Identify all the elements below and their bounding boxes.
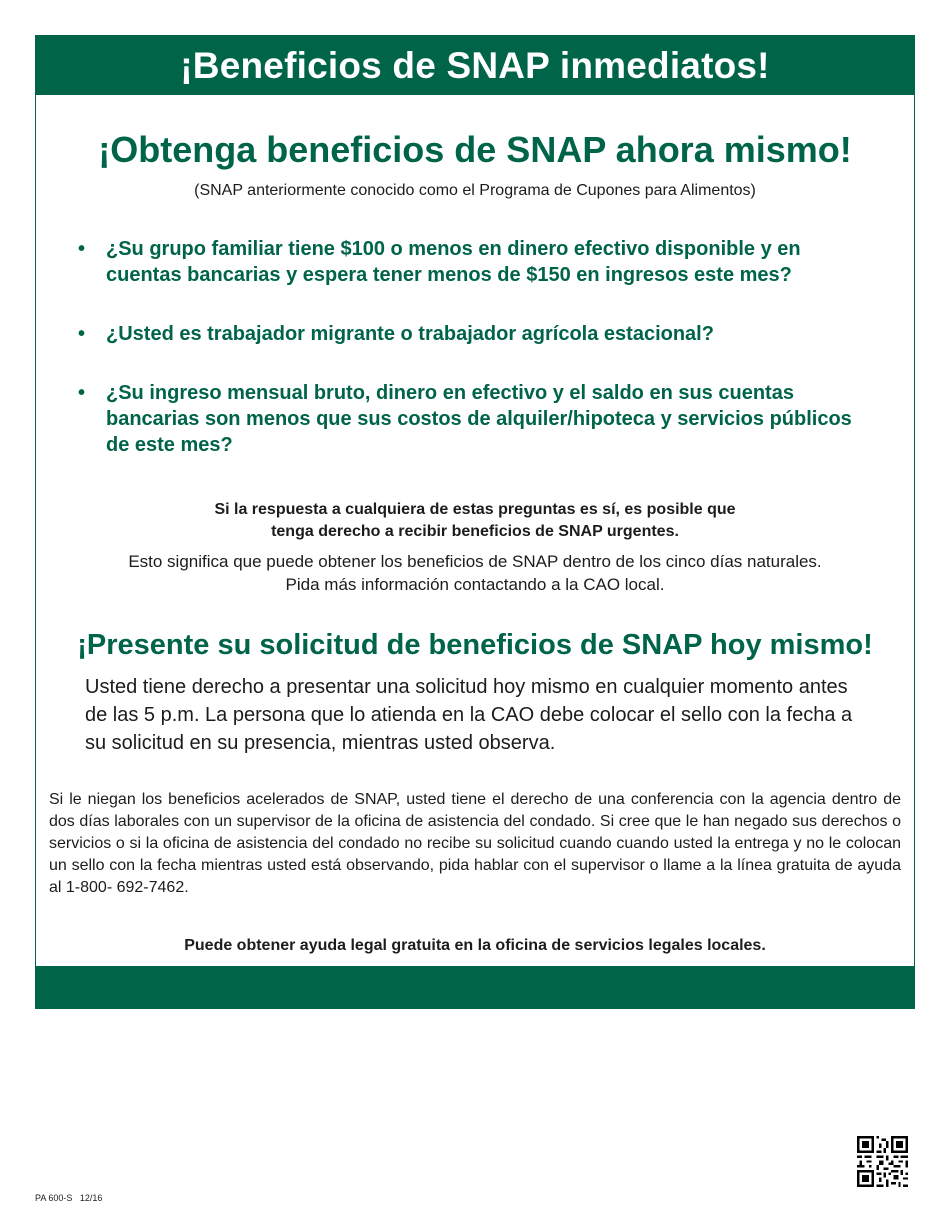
eligibility-note-line: tenga derecho a recibir beneficios de SNAP urgentes. bbox=[271, 523, 679, 540]
qr-code-icon bbox=[857, 1136, 908, 1187]
top-banner bbox=[36, 36, 914, 95]
eligibility-explanation-line: Pida más información contactando a la CAO local. bbox=[285, 575, 665, 594]
eligibility-note bbox=[36, 499, 914, 543]
question-item bbox=[78, 321, 868, 347]
question-text: ¿Usted es trabajador migrante o trabajador agrícola estacional? bbox=[106, 323, 714, 345]
poster bbox=[35, 35, 915, 1009]
apply-title: ¡Presente su solicitud de beneficios de SNAP hoy mismo! bbox=[77, 629, 873, 661]
question-item bbox=[78, 380, 868, 458]
questions-list bbox=[78, 236, 868, 458]
bottom-bar bbox=[36, 966, 914, 1008]
eligibility-explanation-line: Esto significa que puede obtener los beneficios de SNAP dentro de los cinco días naturales. bbox=[128, 552, 822, 571]
form-code: PA 600-S 12/16 bbox=[35, 1193, 103, 1203]
question-item bbox=[78, 236, 868, 288]
bullet-icon: • bbox=[78, 382, 86, 404]
eligibility-note-line: Si la respuesta a cualquiera de estas preguntas es sí, es posible que bbox=[214, 501, 736, 518]
legal-help-text: Puede obtener ayuda legal gratuita en la oficina de servicios legales locales. bbox=[184, 937, 766, 954]
banner-title: ¡Beneficios de SNAP inmediatos! bbox=[180, 45, 770, 86]
apply-text: Usted tiene derecho a presentar una solicitud hoy mismo en cualquier momento antes de las 5 p.m. La persona que lo atienda en la CAO debe colocar el sello con la fecha a su solicitud en su presencia, mientras usted observa. bbox=[85, 676, 853, 754]
eligibility-explanation bbox=[36, 550, 914, 596]
subtitle: (SNAP anteriormente conocido como el Programa de Cupones para Alimentos) bbox=[194, 182, 756, 199]
denial-rights-text: Si le niegan los beneficios acelerados de SNAP, usted tiene el derecho de una conferencia con la agencia dentro de dos días laborales con un supervisor de la oficina de asistencia del condado. Si cree que le han negado sus derechos o servicios o si la oficina de asistencia del condado no recibe su solicitud cuando cuando usted la entrega y no le colocan un sello con la fecha mientras usted está observando, pida hablar con el supervisor o llame a la línea gratuita de ayuda al 1-800- 692-7462. bbox=[49, 791, 901, 896]
bullet-icon: • bbox=[78, 323, 86, 345]
question-text: ¿Su grupo familiar tiene $100 o menos en dinero efectivo disponible y en cuentas bancarias y espera tener menos de $150 en ingresos este mes? bbox=[106, 238, 801, 286]
question-text: ¿Su ingreso mensual bruto, dinero en efectivo y el saldo en sus cuentas bancarias son menos que sus costos de alquiler/hipoteca y servicios públicos de este mes? bbox=[106, 382, 852, 456]
bullet-icon: • bbox=[78, 238, 86, 260]
headline: ¡Obtenga beneficios de SNAP ahora mismo! bbox=[98, 129, 852, 170]
